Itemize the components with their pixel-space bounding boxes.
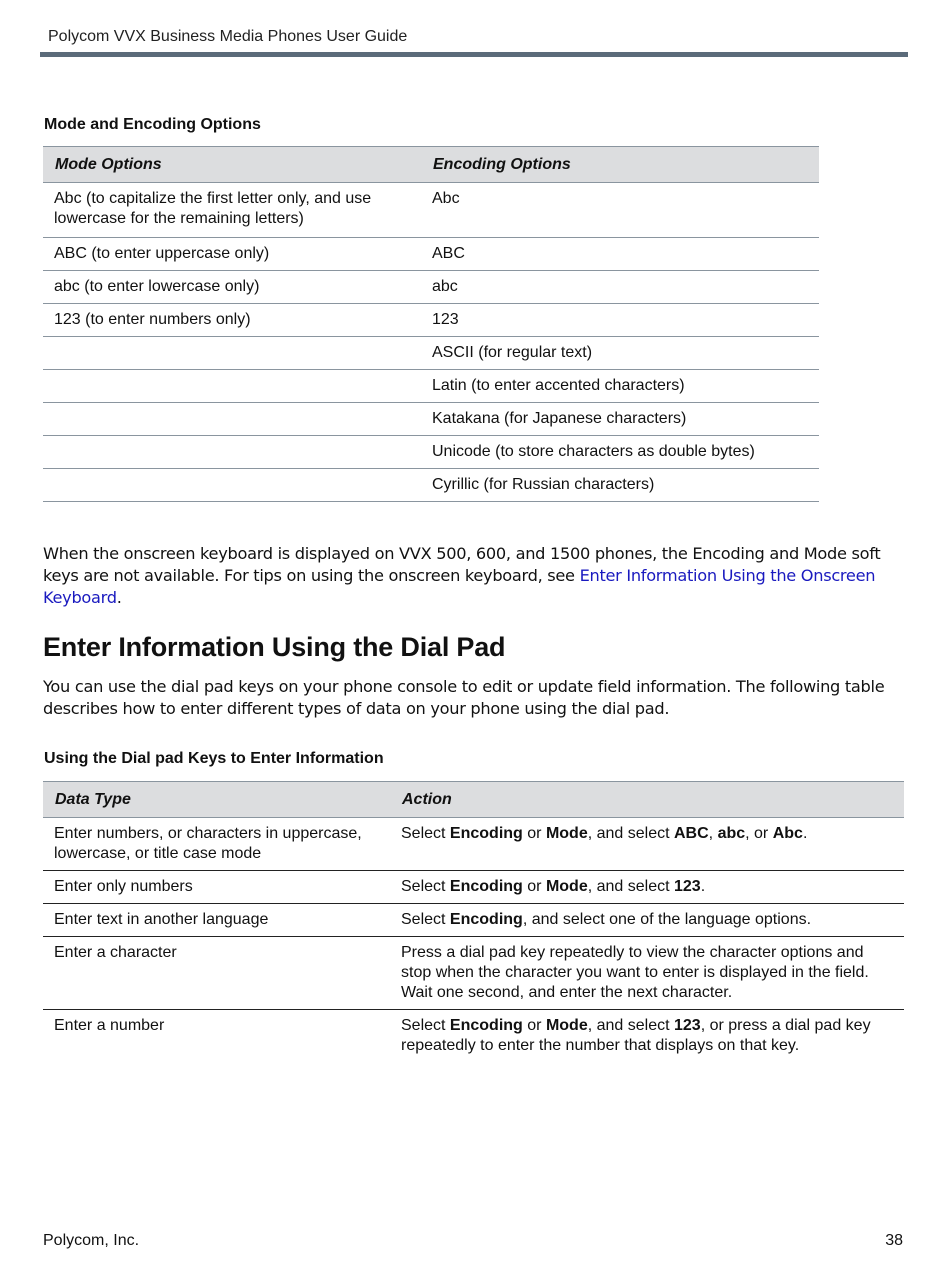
encoding-option-cell: abc — [421, 271, 819, 304]
action-keyword: abc — [717, 825, 746, 842]
action-text: , and select one of the language options. — [522, 911, 812, 928]
table-row — [43, 183, 819, 238]
table-row — [43, 370, 819, 403]
table-row — [43, 436, 819, 469]
note-text: When the onscreen keyboard is displayed on VVX 500, 600, and 1500 phones, the Encoding and Mode soft keys are not available. For tips on using the onscreen keyboard, see — [43, 544, 881, 585]
encoding-option-cell: ASCII (for regular text) — [421, 337, 819, 370]
data-type-cell: Enter a character — [43, 937, 390, 1010]
mode-option-cell — [43, 436, 421, 469]
encoding-option-cell: Unicode (to store characters as double bytes) — [421, 436, 819, 469]
action-keyword: Mode — [545, 878, 588, 895]
mode-option-cell: abc (to enter lowercase only) — [43, 271, 421, 304]
data-type-cell: Enter numbers, or characters in uppercase, lowercase, or title case mode — [43, 818, 390, 871]
encoding-option-cell: ABC — [421, 238, 819, 271]
action-cell — [390, 871, 904, 904]
table-row — [43, 271, 819, 304]
mode-option-cell — [43, 403, 421, 436]
encoding-option-cell: Katakana (for Japanese characters) — [421, 403, 819, 436]
onscreen-keyboard-note — [43, 543, 905, 609]
action-cell — [390, 937, 904, 1010]
action-keyword: Encoding — [449, 825, 523, 842]
dialpad-table-title: Using the Dial pad Keys to Enter Information — [44, 750, 384, 767]
page-number: 38 — [885, 1232, 903, 1249]
mode-encoding-table — [43, 146, 819, 502]
table-header-row — [43, 782, 904, 818]
onscreen-keyboard-link[interactable]: Enter Information Using the Onscreen Keyboard — [43, 566, 876, 607]
column-header-mode-options: Mode Options — [43, 147, 421, 183]
table-row — [43, 937, 904, 1010]
action-text: Select — [401, 1017, 450, 1034]
mode-option-cell: 123 (to enter numbers only) — [43, 304, 421, 337]
action-text: or — [522, 825, 546, 842]
action-text: , and select — [587, 878, 674, 895]
action-keyword: Mode — [545, 825, 588, 842]
column-header-action: Action — [390, 782, 904, 818]
mode-option-cell — [43, 469, 421, 502]
mode-option-cell — [43, 337, 421, 370]
data-type-cell: Enter text in another language — [43, 904, 390, 937]
data-type-cell: Enter only numbers — [43, 871, 390, 904]
action-text: or — [522, 1017, 546, 1034]
page-header-title: Polycom VVX Business Media Phones User Guide — [48, 28, 408, 45]
mode-table-title: Mode and Encoding Options — [44, 116, 261, 133]
encoding-option-cell: Cyrillic (for Russian characters) — [421, 469, 819, 502]
table-row — [43, 403, 819, 436]
action-text: Press a dial pad key repeatedly to view the character options and stop when the character you want to enter is displayed in the field. Wait one second, and enter the next character. — [401, 944, 869, 1001]
dialpad-keys-table — [43, 781, 904, 1062]
action-text: , — [708, 825, 718, 842]
table-row — [43, 871, 904, 904]
action-cell — [390, 1010, 904, 1063]
action-text: Select — [401, 825, 450, 842]
action-text: Select — [401, 911, 450, 928]
section-intro: You can use the dial pad keys on your phone console to edit or update field information. The following table describes how to enter different types of data on your phone using the dial pad. — [43, 677, 885, 718]
action-text: . — [700, 878, 706, 895]
action-text: , or press a dial pad key repeatedly to enter the number that displays on that key. — [401, 1017, 871, 1054]
column-header-data-type: Data Type — [43, 782, 390, 818]
mode-option-cell: ABC (to enter uppercase only) — [43, 238, 421, 271]
section-heading: Enter Information Using the Dial Pad — [43, 632, 506, 662]
column-header-encoding-options: Encoding Options — [421, 147, 819, 183]
action-keyword: Mode — [545, 1017, 588, 1034]
action-keyword: Encoding — [449, 878, 523, 895]
table-row — [43, 469, 819, 502]
table-row — [43, 818, 904, 871]
encoding-option-cell: 123 — [421, 304, 819, 337]
table-row — [43, 904, 904, 937]
table-row — [43, 304, 819, 337]
action-text: , and select — [587, 1017, 674, 1034]
action-keyword: Encoding — [449, 1017, 523, 1034]
encoding-option-cell: Latin (to enter accented characters) — [421, 370, 819, 403]
table-row — [43, 337, 819, 370]
action-cell — [390, 904, 904, 937]
action-keyword: Encoding — [449, 911, 523, 928]
action-text: or — [522, 878, 546, 895]
action-keyword: Abc — [772, 825, 803, 842]
action-text: . — [802, 825, 808, 842]
action-cell — [390, 818, 904, 871]
action-text: , and select — [587, 825, 674, 842]
table-row — [43, 1010, 904, 1063]
header-rule — [40, 52, 908, 57]
encoding-option-cell: Abc — [421, 183, 819, 238]
action-keyword: ABC — [674, 825, 709, 842]
note-end: . — [116, 588, 122, 607]
mode-option-cell: Abc (to capitalize the first letter only, and use lowercase for the remaining letters) — [43, 183, 421, 238]
table-row — [43, 238, 819, 271]
action-keyword: 123 — [674, 878, 701, 895]
data-type-cell: Enter a number — [54, 1017, 165, 1034]
action-keyword: 123 — [674, 1017, 701, 1034]
action-text: Select — [401, 878, 450, 895]
table-header-row — [43, 147, 819, 183]
mode-option-cell — [43, 370, 421, 403]
action-text: , or — [745, 825, 773, 842]
footer-company: Polycom, Inc. — [43, 1232, 140, 1249]
